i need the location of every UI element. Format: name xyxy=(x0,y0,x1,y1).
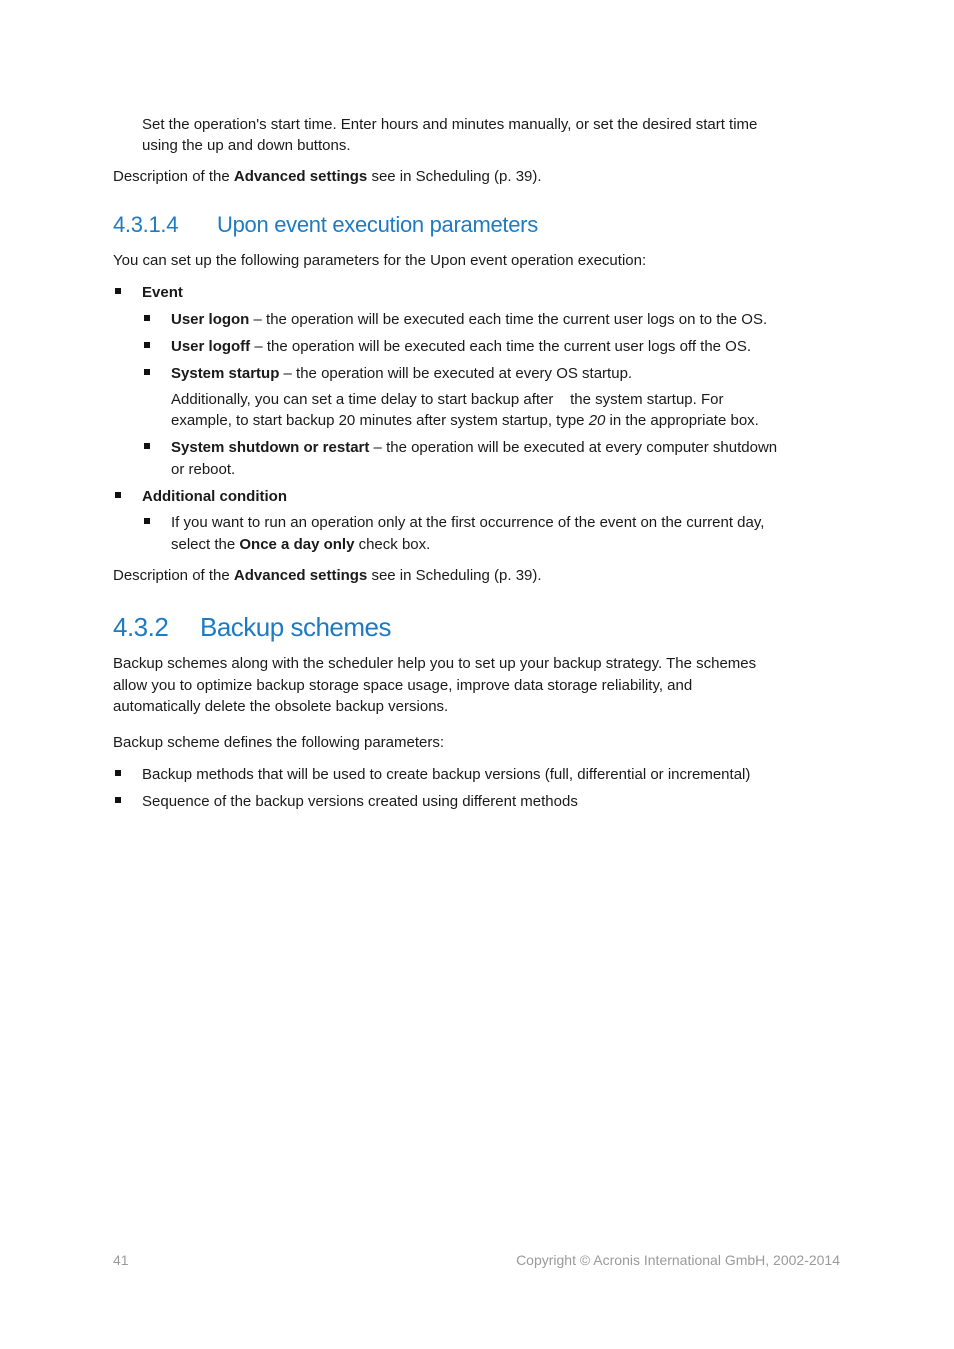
section-title: Upon event execution parameters xyxy=(217,212,538,237)
list-item-system-startup: System startup – the operation will be executed at every OS startup. xyxy=(171,365,633,382)
backup-schemes-para-line-2: allow you to optimize backup storage space usage, improve data storage reliability, and xyxy=(113,677,693,694)
section-number: 4.3.1.4 xyxy=(113,212,179,237)
backup-schemes-para-line-1: Backup schemes along with the scheduler help you to set up your backup strategy. The schemes xyxy=(113,655,757,672)
section-heading-4314 xyxy=(113,212,538,238)
additional-line-2: select the Once a day only check box. xyxy=(171,536,431,553)
bullet-icon xyxy=(144,369,150,375)
section-heading-432 xyxy=(113,612,391,643)
backup-schemes-para-2: Backup scheme defines the following parameters: xyxy=(113,734,445,751)
section-lead: You can set up the following parameters for the Upon event operation execution: xyxy=(113,252,647,269)
startup-note-line-2: example, to start backup 20 minutes after system startup, type 20 in the appropriate box. xyxy=(171,412,759,429)
event-label: Event xyxy=(142,284,183,301)
intro-line-2: using the up and down buttons. xyxy=(142,137,351,154)
list-item-user-logon: User logon – the operation will be executed each time the current user logs on to the OS. xyxy=(171,311,768,328)
list-item-system-shutdown-cont: or reboot. xyxy=(171,461,236,478)
advanced-settings-ref: Description of the Advanced settings see in Scheduling (p. 39). xyxy=(113,168,542,185)
bullet-icon xyxy=(144,443,150,449)
list-item-user-logoff: User logoff – the operation will be executed each time the current user logs off the OS. xyxy=(171,338,752,355)
list-item: Backup methods that will be used to create backup versions (full, differential or incremental) xyxy=(142,766,751,783)
bullet-icon xyxy=(115,797,121,803)
section-number: 4.3.2 xyxy=(113,612,169,642)
page-number: 41 xyxy=(113,1252,129,1268)
additional-condition-label: Additional condition xyxy=(142,488,287,505)
bullet-icon xyxy=(115,770,121,776)
list-item: Sequence of the backup versions created using different methods xyxy=(142,793,578,810)
copyright: Copyright © Acronis International GmbH, 2002-2014 xyxy=(516,1252,840,1268)
bullet-icon xyxy=(144,518,150,524)
section-title: Backup schemes xyxy=(200,612,391,642)
bullet-icon xyxy=(115,492,121,498)
list-item-system-shutdown: System shutdown or restart – the operation will be executed at every computer shutdown xyxy=(171,439,778,456)
startup-note-line-1: Additionally, you can set a time delay to start backup after the system startup. For xyxy=(171,391,724,408)
bullet-icon xyxy=(115,288,121,294)
backup-schemes-para-line-3: automatically delete the obsolete backup versions. xyxy=(113,698,449,715)
bullet-icon xyxy=(144,342,150,348)
advanced-settings-ref-2: Description of the Advanced settings see in Scheduling (p. 39). xyxy=(113,567,542,584)
bullet-icon xyxy=(144,315,150,321)
additional-line-1: If you want to run an operation only at the first occurrence of the event on the current day, xyxy=(171,514,765,531)
intro-line-1: Set the operation's start time. Enter hours and minutes manually, or set the desired start time xyxy=(142,116,758,133)
